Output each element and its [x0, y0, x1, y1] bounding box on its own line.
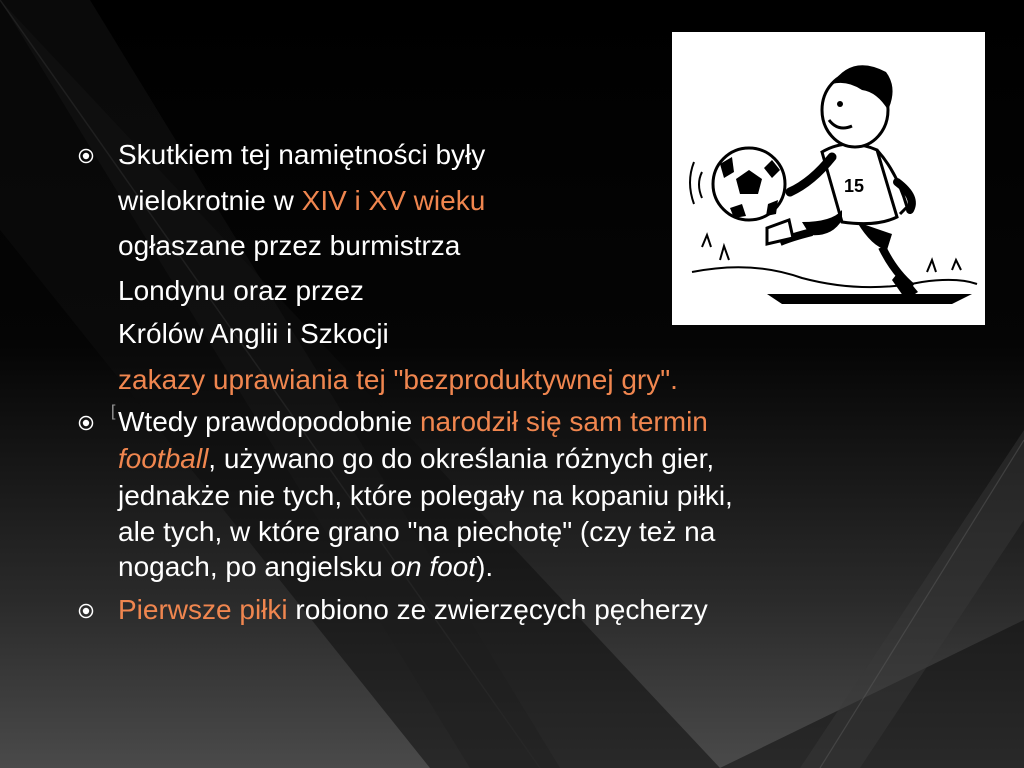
- italic-text: on foot: [390, 551, 477, 582]
- text: robiono ze zwierzęcych pęcherzy: [287, 594, 708, 625]
- highlight-text: narodził się sam termin: [419, 406, 708, 437]
- circled-dot-icon: [78, 603, 94, 619]
- bullet-1-line-6: [118, 362, 678, 398]
- highlight-text: XIV i XV wieku: [301, 185, 486, 216]
- text: ).: [476, 551, 494, 582]
- text: ale tych, w które grano "na piechotę" (czy też na: [118, 516, 716, 547]
- highlight-text: zakazy uprawiania tej "bezproduktywnej gry".: [118, 364, 678, 395]
- circled-dot-icon: [78, 415, 94, 431]
- bullet-2-line-3: [118, 478, 733, 514]
- bullet-2-line-1: [118, 404, 708, 440]
- text: , używano go do określania różnych gier,: [208, 443, 715, 474]
- bullet-1-line-4: [118, 273, 364, 309]
- bullet-1-line-1: [118, 137, 485, 173]
- text: Londynu oraz przez: [118, 275, 364, 306]
- bullet-2-line-5: [118, 549, 493, 585]
- svg-text:15: 15: [844, 176, 865, 196]
- highlight-text: Pierwsze piłki: [118, 594, 288, 625]
- text: Skutkiem tej namiętności były: [118, 139, 486, 170]
- text: Wtedy prawdopodobnie: [118, 406, 420, 437]
- highlight-text: football: [118, 443, 209, 474]
- text: nogach, po angielsku: [118, 551, 391, 582]
- bullet-1-line-3: [118, 228, 460, 264]
- bullet-3-line-1: [118, 592, 708, 628]
- text: Królów Anglii i Szkocji: [118, 318, 389, 349]
- bullet-1-line-2: [118, 183, 485, 219]
- text: wielokrotnie w: [118, 185, 302, 216]
- text: jednakże nie tych, które polegały na kopaniu piłki,: [118, 480, 733, 511]
- bullet-2-line-2: [118, 441, 714, 477]
- bullet-2-line-4: [118, 514, 715, 550]
- text: ogłaszane przez burmistrza: [118, 230, 461, 261]
- circled-dot-icon: [78, 148, 94, 164]
- bullet-1-line-5: [118, 316, 389, 352]
- footnote-marker: [: [111, 403, 116, 420]
